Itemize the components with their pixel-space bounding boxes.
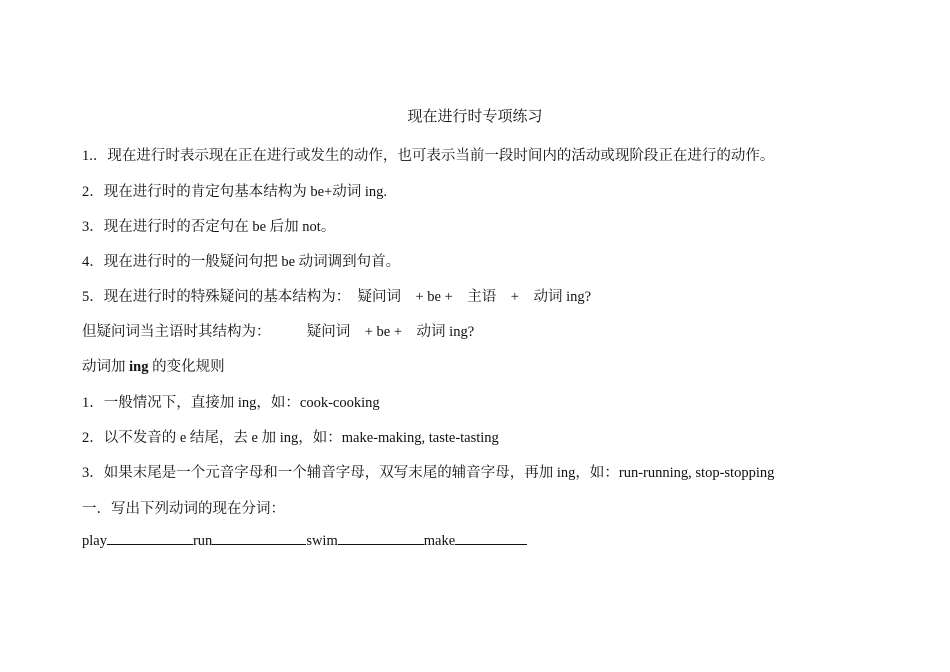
exercise-word-make: make (423, 533, 456, 549)
grammar-point-1: 1.．现在进行时表示现在正在进行或发生的动作，也可表示当前一段时间内的活动或现阶段正在进行的动作。 (82, 148, 775, 164)
answer-blank-make[interactable] (455, 532, 527, 545)
rule-2: 2．以不发音的 e 结尾，去 e 加 ing，如：make-making, taste-tasting (82, 430, 499, 446)
rule-3: 3．如果末尾是一个元音字母和一个辅音字母，双写末尾的辅音字母，再加 ing，如：run-running, stop-stopping (82, 465, 775, 481)
exercise-word-swim: swim (306, 533, 338, 549)
exercise-row (82, 532, 527, 550)
exercise-word-play: play (82, 533, 107, 549)
answer-blank-run[interactable] (212, 532, 306, 545)
rules-heading-suffix: 的变化规则 (148, 359, 225, 375)
page-title: 现在进行时专项练习 (407, 109, 543, 125)
answer-blank-swim[interactable] (338, 532, 424, 545)
grammar-point-3: 3．现在进行时的否定句在 be 后加 not。 (82, 219, 336, 235)
rules-heading-prefix: 动词加 (82, 359, 130, 375)
grammar-point-5: 5．现在进行时的特殊疑问的基本结构为： 疑问词 + be + 主语 + 动词 ing? (82, 289, 592, 305)
exercise-heading: 一．写出下列动词的现在分词： (82, 501, 285, 517)
grammar-point-2: 2．现在进行时的肯定句基本结构为 be+动词 ing. (82, 184, 388, 200)
rule-1: 1．一般情况下，直接加 ing，如：cook-cooking (82, 395, 380, 411)
rules-heading-bold: ing (129, 359, 149, 375)
rules-heading (82, 355, 225, 376)
grammar-point-4: 4．现在进行时的一般疑问句把 be 动词调到句首。 (82, 254, 401, 270)
grammar-point-6: 但疑问词当主语时其结构为： 疑问词 + be + 动词 ing? (82, 324, 475, 340)
answer-blank-play[interactable] (107, 532, 193, 545)
exercise-word-run: run (192, 533, 213, 549)
